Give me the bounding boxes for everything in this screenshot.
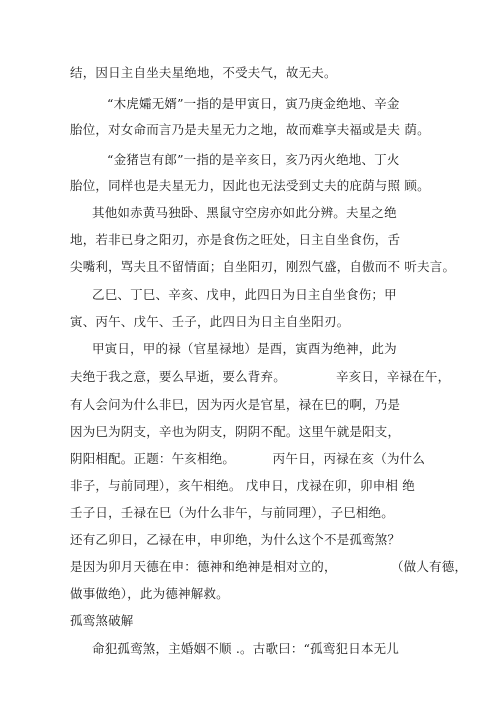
text-line-4: “金猪岂有郎”一指的是辛亥日，亥乃丙火绝地、丁火 [107, 152, 400, 167]
text-line-17: 壬子日，壬禄在巳（为什么非午，与前同理），子巳相绝。 [70, 505, 394, 520]
text-line-13: 有人会问为什么非巳，因为丙火是官星，禄在巳的啊，乃是 [70, 397, 401, 412]
text-line-6: 其他如赤黄马独卧、黑鼠守空房亦如此分辨。夫星之绝 [92, 205, 397, 220]
text-line-15: 阴阳相配。正题：午亥相绝。 丙午日，丙禄在亥（为什么 [70, 451, 426, 466]
section-heading: 孤鸾煞破解 [70, 613, 134, 628]
text-line-22: 命犯孤鸾煞，主婚姻不顺 .。古歌曰：“孤鸾犯日本无儿 [92, 641, 400, 656]
text-line-2: “木虎孀无婿”一指的是甲寅日，寅乃庚金绝地、辛金 [107, 96, 400, 111]
text-line-9: 乙巳、丁巳、辛亥、戊申，此四日为日主自坐食伤；甲 [92, 287, 397, 302]
text-line-7: 地，若非已身之阳刃，亦是食伤之旺处，日主自坐食伤，舌 [70, 232, 401, 247]
text-line-8: 尖嘴利，骂夫且不留情面；自坐阳刃，刚烈气盛，自傲而不 听夫言。 [70, 259, 456, 274]
text-line-14: 因为巳为阴支，辛也为阴支，阴阴不配。这里午就是阳支， [70, 424, 401, 439]
text-line-1: 结，因日主自坐夫星绝地，不受夫气，故无夫。 [70, 65, 337, 80]
text-line-20: 做事做绝），此为德神解救。 [70, 586, 229, 601]
text-line-5: 胎位，同样也是夫星无力，因此也无法受到丈夫的庇荫与照 顾。 [70, 178, 430, 193]
text-line-10: 寅、丙午、戊午、壬子，此四日为日主自坐阳刃。 [70, 314, 350, 329]
text-line-19: 是因为卯月天德在申：德神和绝神是相对立的， （做人有德， [70, 559, 468, 574]
text-line-11: 甲寅日，甲的禄（官星禄地）是酉，寅酉为绝神，此为 [92, 341, 397, 356]
text-line-18: 还有乙卯日，乙禄在申，申卯绝，为什么这个不是孤鸾煞？ [70, 532, 401, 547]
text-line-16: 非子，与前同理），亥午相绝。 戊申日，戊禄在卯，卯申相 绝 [70, 478, 415, 493]
text-line-3: 胎位，对女命而言乃是夫星无力之地，故而难享夫福或是夫 荫。 [70, 122, 430, 137]
text-line-12: 夫绝于我之意，要么早逝，要么背弃。 辛亥日，辛禄在午， [70, 369, 451, 384]
